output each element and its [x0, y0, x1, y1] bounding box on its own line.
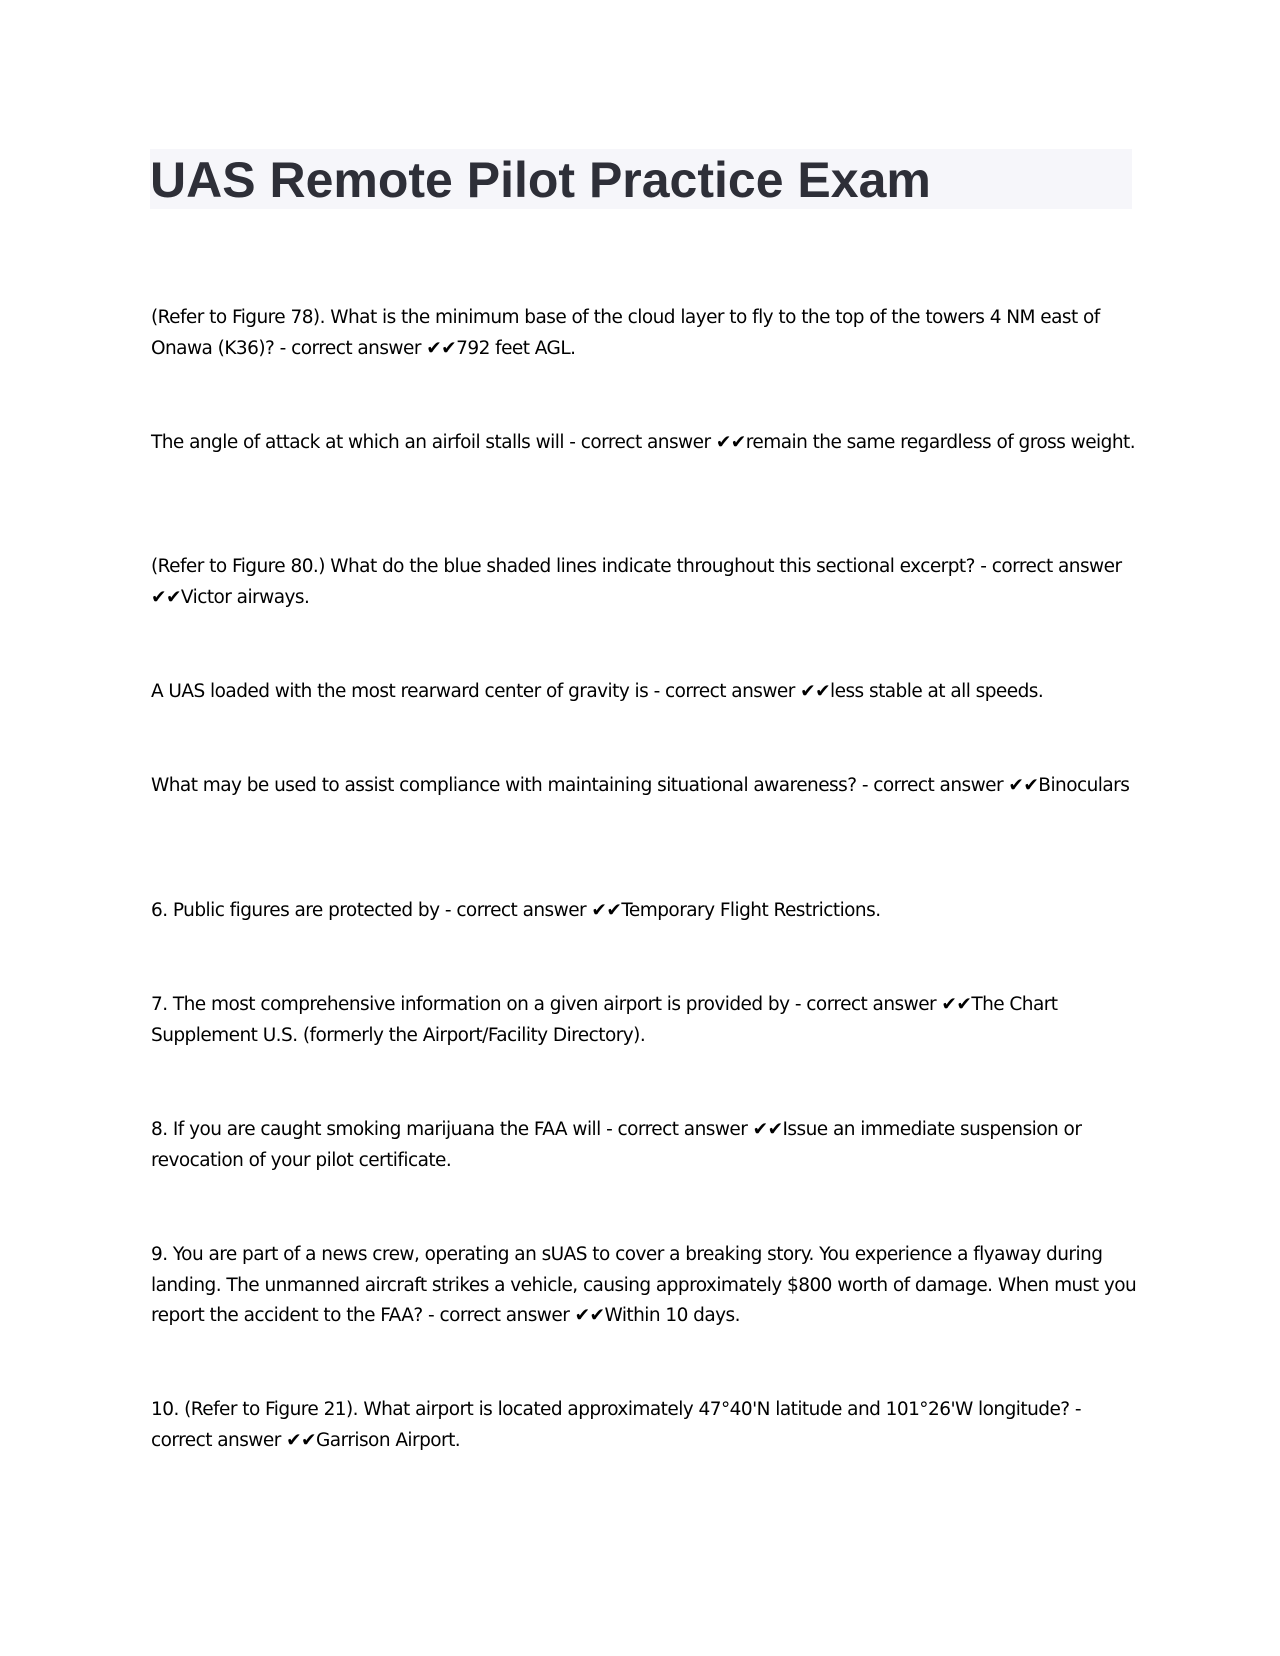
question-text: 8. If you are caught smoking marijuana the FAA will — [151, 1119, 601, 1140]
question-text: The angle of attack at which an airfoil stalls will — [151, 432, 564, 453]
answer-marker: - correct answer ✔✔ — [861, 775, 1039, 796]
question-item — [151, 1240, 1141, 1332]
answer-marker: - correct answer ✔✔ — [151, 556, 1122, 608]
answer-marker: - correct answer ✔✔ — [428, 1305, 605, 1326]
question-text: 10. (Refer to Figure 21). What airport is located approximately 47°40'N latitude and 101°26'W longitude? — [151, 1399, 1070, 1420]
question-item — [151, 1115, 1141, 1176]
question-item — [151, 990, 1141, 1051]
answer-marker: - correct answer ✔✔ — [653, 681, 831, 702]
page-title: UAS Remote Pilot Practice Exam — [150, 152, 931, 208]
question-item — [151, 303, 1141, 364]
question-text: A UAS loaded with the most rearward center of gravity is — [151, 681, 649, 702]
answer-text: Issue an immediate suspension or revocation of your pilot certificate. — [151, 1119, 1082, 1171]
question-text: 7. The most comprehensive information on a given airport is provided by — [151, 994, 790, 1015]
answer-text: remain the same regardless of gross weight. — [745, 432, 1136, 453]
answer-marker: - correct answer ✔✔ — [444, 900, 622, 921]
answer-text: Binoculars — [1038, 775, 1130, 796]
answer-text: Victor airways. — [180, 586, 310, 608]
question-text: What may be used to assist compliance with maintaining situational awareness? — [151, 775, 857, 796]
question-item — [151, 677, 1141, 708]
question-text: 6. Public figures are protected by — [151, 900, 440, 921]
answer-text: Garrison Airport. — [316, 1429, 461, 1451]
answer-text: Temporary Flight Restrictions. — [621, 900, 881, 921]
answer-marker: - correct answer ✔✔ — [279, 337, 457, 359]
answer-text: less stable at all speeds. — [830, 681, 1044, 702]
answer-text: Within 10 days. — [604, 1305, 740, 1326]
answer-marker: - correct answer ✔✔ — [569, 432, 746, 453]
question-item — [151, 428, 1141, 459]
answer-marker: - correct answer ✔✔ — [606, 1119, 783, 1140]
answer-text: The Chart Supplement U.S. (formerly the Airport/Facility Directory). — [151, 994, 1058, 1046]
answer-marker: - correct answer ✔✔ — [794, 994, 972, 1015]
question-text: (Refer to Figure 80.) What do the blue shaded lines indicate throughout this sectional excerpt? — [151, 556, 975, 577]
question-item — [151, 896, 1141, 927]
answer-marker: - correct answer ✔✔ — [151, 1399, 1082, 1451]
question-text: 9. You are part of a news crew, operating an sUAS to cover a breaking story. You experience a flyaway during landing. The unmanned aircraft strikes a vehicle, causing approximately $800 worth of damage. When must you report the accident to the FAA? — [151, 1244, 1137, 1326]
answer-text: 792 feet AGL. — [456, 337, 576, 359]
question-item — [151, 1395, 1141, 1456]
question-item — [151, 552, 1141, 613]
question-text: (Refer to Figure 78). What is the minimum base of the cloud layer to fly to the top of the towers 4 NM east of Onawa (K36)? — [151, 307, 1100, 359]
question-item — [151, 771, 1141, 802]
